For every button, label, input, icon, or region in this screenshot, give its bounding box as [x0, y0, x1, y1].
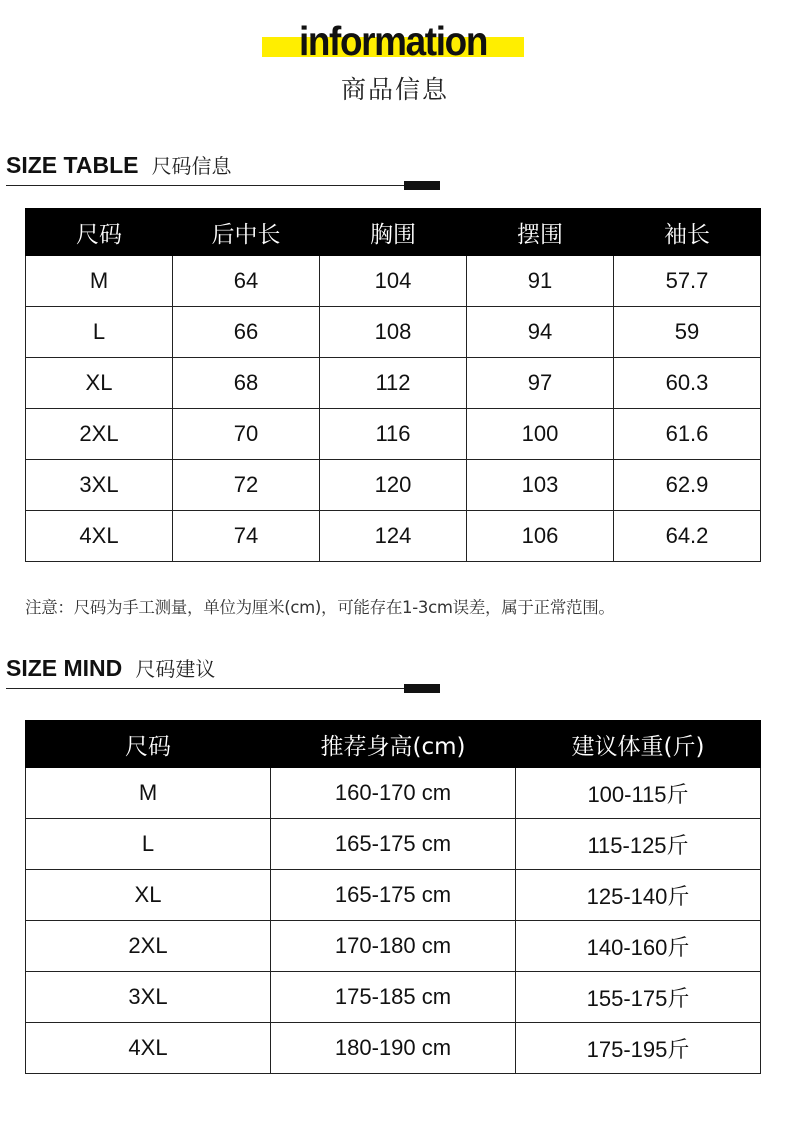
table-cell: 2XL: [26, 409, 173, 460]
column-header: 摆围: [467, 209, 614, 256]
table-cell: 165-175 cm: [271, 819, 516, 870]
size-table-heading-zh: 尺码信息: [151, 154, 232, 178]
table-cell: 124: [320, 511, 467, 562]
size-table: [25, 208, 761, 562]
table-cell: 2XL: [26, 921, 271, 972]
table-cell: 125-140斤: [516, 870, 761, 921]
table-cell: 91: [467, 256, 614, 307]
table-cell: 64: [173, 256, 320, 307]
table-cell: 97: [467, 358, 614, 409]
table-cell: 64.2: [614, 511, 761, 562]
table-cell: 103: [467, 460, 614, 511]
heading-rule-marker: [404, 684, 440, 693]
column-header: 胸围: [320, 209, 467, 256]
table-cell: 175-195斤: [516, 1023, 761, 1074]
size-table-heading: [6, 150, 446, 190]
header-banner: [0, 0, 790, 110]
table-cell: 165-175 cm: [271, 870, 516, 921]
table-cell: 70: [173, 409, 320, 460]
table-cell: 60.3: [614, 358, 761, 409]
table-row: [26, 819, 761, 870]
table-cell: 66: [173, 307, 320, 358]
table-cell: 59: [614, 307, 761, 358]
size-mind-heading-zh: 尺码建议: [135, 657, 216, 681]
page-title: information: [298, 18, 488, 64]
heading-rule: [6, 688, 440, 689]
size-recommendation-table: [25, 720, 761, 1074]
column-header: 推荐身高(cm): [271, 721, 516, 768]
table-cell: L: [26, 307, 173, 358]
table-cell: 3XL: [26, 460, 173, 511]
table-cell: 108: [320, 307, 467, 358]
table-cell: 94: [467, 307, 614, 358]
table-cell: 104: [320, 256, 467, 307]
column-header: 建议体重(斤): [516, 721, 761, 768]
table-cell: 100-115斤: [516, 768, 761, 819]
table-cell: 160-170 cm: [271, 768, 516, 819]
table-cell: 100: [467, 409, 614, 460]
table-header-row: [26, 209, 761, 256]
table-cell: L: [26, 819, 271, 870]
table-row: [26, 870, 761, 921]
table-row: [26, 358, 761, 409]
table-cell: 115-125斤: [516, 819, 761, 870]
table-cell: 3XL: [26, 972, 271, 1023]
table-row: [26, 256, 761, 307]
table-cell: 4XL: [26, 1023, 271, 1074]
table-row: [26, 460, 761, 511]
measurement-note: 注意：尺码为手工测量，单位为厘米(cm)，可能存在1-3cm误差，属于正常范围。: [25, 598, 615, 617]
table-cell: 112: [320, 358, 467, 409]
table-cell: 155-175斤: [516, 972, 761, 1023]
table-cell: 61.6: [614, 409, 761, 460]
table-row: [26, 768, 761, 819]
table-cell: 68: [173, 358, 320, 409]
table-cell: 57.7: [614, 256, 761, 307]
table-cell: M: [26, 768, 271, 819]
table-cell: 170-180 cm: [271, 921, 516, 972]
table-cell: 175-185 cm: [271, 972, 516, 1023]
table-row: [26, 921, 761, 972]
table-row: [26, 307, 761, 358]
table-row: [26, 409, 761, 460]
heading-rule-marker: [404, 181, 440, 190]
table-header-row: [26, 721, 761, 768]
table-cell: 4XL: [26, 511, 173, 562]
table-cell: 140-160斤: [516, 921, 761, 972]
column-header: 尺码: [26, 721, 271, 768]
table-cell: XL: [26, 870, 271, 921]
size-mind-heading-en: SIZE MIND: [6, 655, 123, 681]
table-cell: 120: [320, 460, 467, 511]
table-cell: 72: [173, 460, 320, 511]
size-table-heading-en: SIZE TABLE: [6, 152, 139, 178]
page-subtitle: 商品信息: [340, 75, 449, 104]
table-row: [26, 1023, 761, 1074]
table-cell: 106: [467, 511, 614, 562]
table-row: [26, 511, 761, 562]
table-cell: 116: [320, 409, 467, 460]
table-row: [26, 972, 761, 1023]
heading-rule: [6, 185, 440, 186]
column-header: 后中长: [173, 209, 320, 256]
column-header: 尺码: [26, 209, 173, 256]
column-header: 袖长: [614, 209, 761, 256]
table-cell: 180-190 cm: [271, 1023, 516, 1074]
table-cell: XL: [26, 358, 173, 409]
table-cell: M: [26, 256, 173, 307]
table-cell: 74: [173, 511, 320, 562]
table-cell: 62.9: [614, 460, 761, 511]
size-mind-heading: [6, 653, 446, 693]
